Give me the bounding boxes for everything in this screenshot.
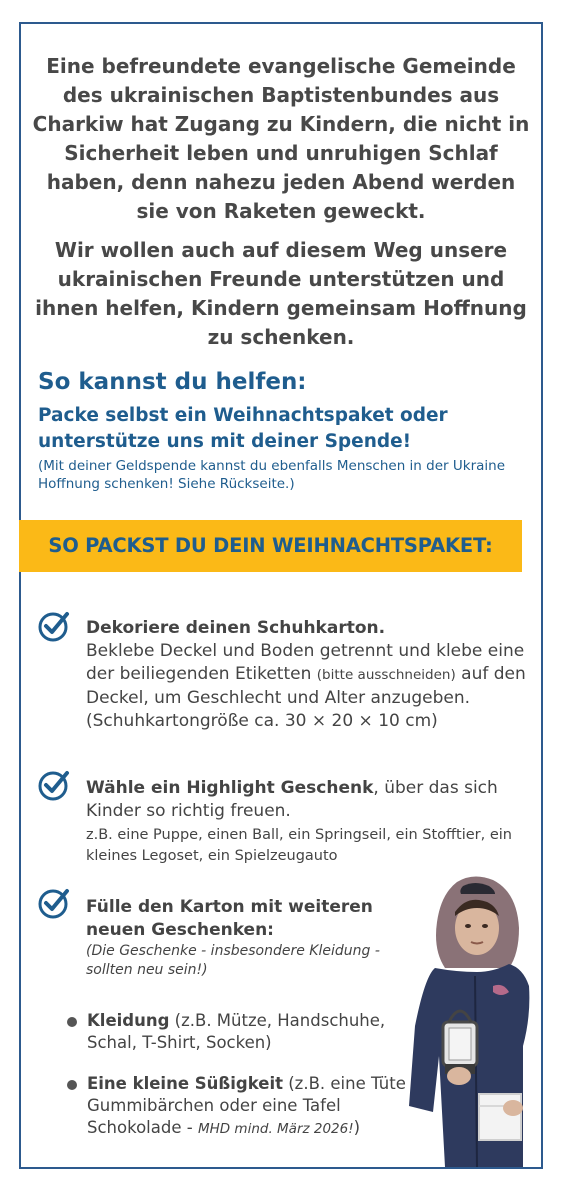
step-title: Fülle den Karton mit weiteren neuen Geschenken: bbox=[86, 897, 373, 940]
checkmark-circle-icon bbox=[37, 886, 71, 920]
intro-paragraph-1: Eine befreundete evangelische Gemeinde des ukrainischen Baptistenbundes aus Charkiw hat Zugang zu Kindern, die nicht in Sicherheit leben und unruhigen Schlaf haben, denn nahezu jeden Abend werden sie von Raketen geweckt. bbox=[32, 54, 530, 223]
intro-paragraph-2: Wir wollen auch auf diesem Weg unsere ukrainischen Freunde unterstützen und ihnen helfen, Kindern gemeinsam Hoffnung zu schenken. bbox=[35, 238, 527, 349]
step-text bbox=[86, 777, 546, 823]
step-more-gifts bbox=[86, 896, 416, 980]
help-heading: So kannst du helfen: bbox=[38, 369, 307, 395]
intro-text bbox=[30, 52, 532, 362]
step-decorate bbox=[86, 617, 546, 733]
bullet-text: (z.B. eine Tüte Gummibärchen oder eine Tafel Schokolade - bbox=[87, 1074, 406, 1137]
checkmark-circle-icon bbox=[37, 609, 71, 643]
step-title: Wähle ein Highlight Geschenk bbox=[86, 778, 374, 798]
bullet-title: Kleidung bbox=[87, 1011, 170, 1030]
bullet-dot bbox=[67, 1017, 77, 1027]
step-text-end: auf den Deckel, um Geschlecht und Alter anzugeben. bbox=[86, 664, 526, 708]
bullet-note: MHD mind. März 2026! bbox=[197, 1121, 354, 1137]
help-subheading: Packe selbst ein Weihnachtspaket oder unterstütze uns mit deiner Spende! bbox=[38, 405, 448, 452]
step-text-main: , über das sich Kinder so richtig freuen. bbox=[86, 778, 498, 821]
bullet-title: Eine kleine Süßigkeit bbox=[87, 1074, 283, 1093]
step-note: (Die Geschenke - insbesondere Kleidung - sollten neu sein!) bbox=[86, 943, 380, 978]
step-text-small: (bitte ausschneiden) bbox=[316, 667, 456, 683]
bullet-dot bbox=[67, 1080, 77, 1090]
banner-label: SO PACKST DU DEIN WEIHNACHTSPAKET: bbox=[48, 534, 493, 557]
help-note: (Mit deiner Geldspende kannst du ebenfalls Menschen in der Ukraine Hoffnung schenken! Siehe Rückseite.) bbox=[38, 458, 506, 492]
step-examples: z.B. eine Puppe, einen Ball, ein Springseil, ein Stofftier, ein kleines Legoset, ein Spielzeugauto bbox=[86, 827, 512, 864]
checkmark-circle-icon bbox=[37, 768, 71, 802]
step-size: (Schuhkartongröße ca. 30 × 20 × 10 cm) bbox=[86, 711, 438, 731]
bullet-clothing bbox=[87, 1010, 397, 1054]
packing-banner bbox=[19, 520, 522, 572]
step-title: Dekoriere deinen Schuhkarton. bbox=[86, 618, 386, 638]
child-photo bbox=[405, 876, 541, 1167]
bullet-text: (z.B. Mütze, Handschuhe, Schal, T-Shirt, Socken) bbox=[87, 1011, 386, 1052]
step-text-main: Beklebe Deckel und Boden getrennt und klebe eine der beiliegenden Etiketten bbox=[86, 641, 525, 684]
bullet-sweets bbox=[87, 1073, 407, 1140]
step-text bbox=[86, 640, 546, 710]
step-highlight-gift bbox=[86, 777, 546, 867]
bullet-end: ) bbox=[353, 1118, 361, 1137]
